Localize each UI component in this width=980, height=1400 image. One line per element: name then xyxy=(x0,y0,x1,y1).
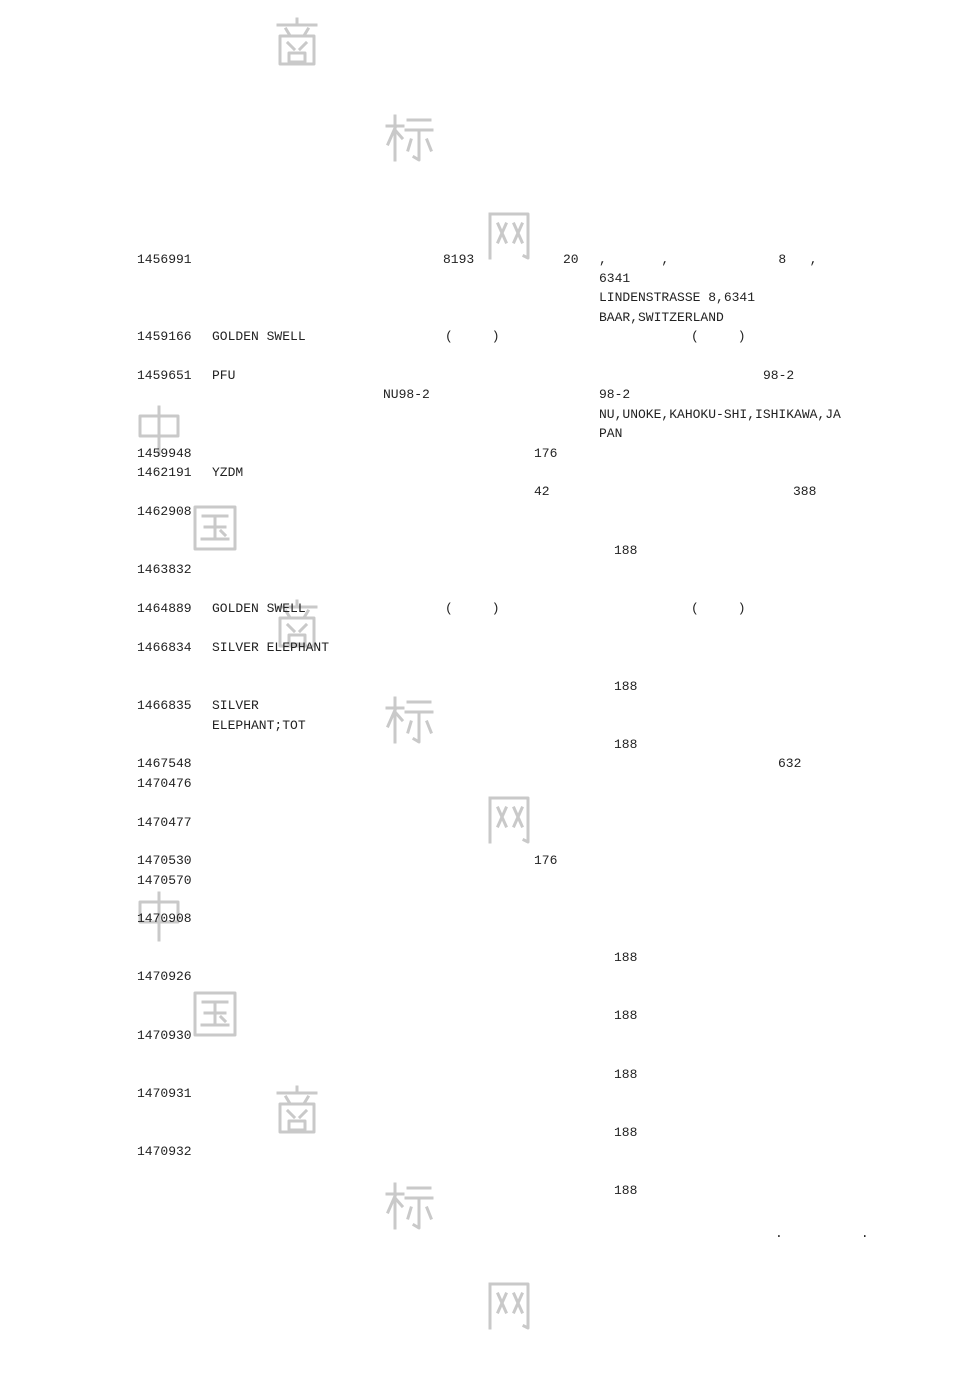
record-address-number: 98-2 xyxy=(763,368,795,383)
record-code: ( ) xyxy=(445,601,500,616)
record-address-number: 388 xyxy=(793,484,817,499)
record-address-number: 188 xyxy=(614,950,638,965)
record-id: 1464889 xyxy=(137,601,192,616)
watermark-biao-icon xyxy=(384,112,434,164)
watermark-shang-icon xyxy=(272,1084,322,1136)
watermark-shang-icon xyxy=(272,16,322,68)
record-id: 1459166 xyxy=(137,329,192,344)
trademark-name-line2: ELEPHANT;TOT xyxy=(212,718,306,733)
record-id: 1470930 xyxy=(137,1028,192,1043)
record-address-line: 6341 xyxy=(599,271,631,286)
record-address-line: NU,UNOKE,KAHOKU-SHI,ISHIKAWA,JA xyxy=(599,407,841,422)
record-id: 1470476 xyxy=(137,776,192,791)
record-code: ( ) xyxy=(445,329,500,344)
record-address-line: 98-2 xyxy=(599,387,631,402)
record-address-header: ( ) xyxy=(691,601,746,616)
record-address-number: 188 xyxy=(614,1008,638,1023)
record-address-number: 632 xyxy=(778,756,802,771)
record-id: 1470931 xyxy=(137,1086,192,1101)
watermark-guo-icon xyxy=(190,988,240,1040)
record-id: 1470477 xyxy=(137,815,192,830)
trademark-name: SILVER ELEPHANT xyxy=(212,640,330,655)
footer-dots: . . xyxy=(775,1226,869,1241)
record-address-number: 188 xyxy=(614,1183,638,1198)
watermark-wang-icon xyxy=(484,1280,534,1332)
record-id: 1470570 xyxy=(137,873,192,888)
trademark-name: PFU xyxy=(212,368,236,383)
trademark-name: GOLDEN SWELL xyxy=(212,329,306,344)
record-id: 1459651 xyxy=(137,368,192,383)
record-id: 1466835 xyxy=(137,698,192,713)
record-address-number: 188 xyxy=(614,1125,638,1140)
watermark-guo-icon xyxy=(190,502,240,554)
record-address-number: 188 xyxy=(614,1067,638,1082)
trademark-name: YZDM xyxy=(212,465,244,480)
record-address-header: ( ) xyxy=(691,329,746,344)
trademark-name: GOLDEN SWELL xyxy=(212,601,306,616)
record-code: 8193 xyxy=(443,252,475,267)
watermark-wang-icon xyxy=(484,210,534,262)
record-id: 1456991 xyxy=(137,252,192,267)
record-class: 42 xyxy=(534,484,550,499)
record-id: 1470908 xyxy=(137,911,192,926)
record-id: 1470530 xyxy=(137,853,192,868)
watermark-biao-icon xyxy=(384,694,434,746)
record-address-line: PAN xyxy=(599,426,623,441)
trademark-name: SILVER xyxy=(212,698,259,713)
record-address-line: LINDENSTRASSE 8,6341 xyxy=(599,290,756,305)
watermark-biao-icon xyxy=(384,1180,434,1232)
record-id: 1463832 xyxy=(137,562,192,577)
record-id: 1470926 xyxy=(137,969,192,984)
record-class: 176 xyxy=(534,853,558,868)
record-id: 1459948 xyxy=(137,446,192,461)
record-address-number: 188 xyxy=(614,737,638,752)
record-applicant-address: NU98-2 xyxy=(383,387,430,402)
record-address-header: , , 8 , xyxy=(599,252,818,267)
record-address-number: 188 xyxy=(614,543,638,558)
record-address-number: 188 xyxy=(614,679,638,694)
record-class: 20 xyxy=(563,252,579,267)
record-address-line: BAAR,SWITZERLAND xyxy=(599,310,724,325)
record-id: 1466834 xyxy=(137,640,192,655)
record-id: 1462908 xyxy=(137,504,192,519)
record-id: 1462191 xyxy=(137,465,192,480)
record-id: 1467548 xyxy=(137,756,192,771)
record-class: 176 xyxy=(534,446,558,461)
watermark-wang-icon xyxy=(484,794,534,846)
record-id: 1470932 xyxy=(137,1144,192,1159)
